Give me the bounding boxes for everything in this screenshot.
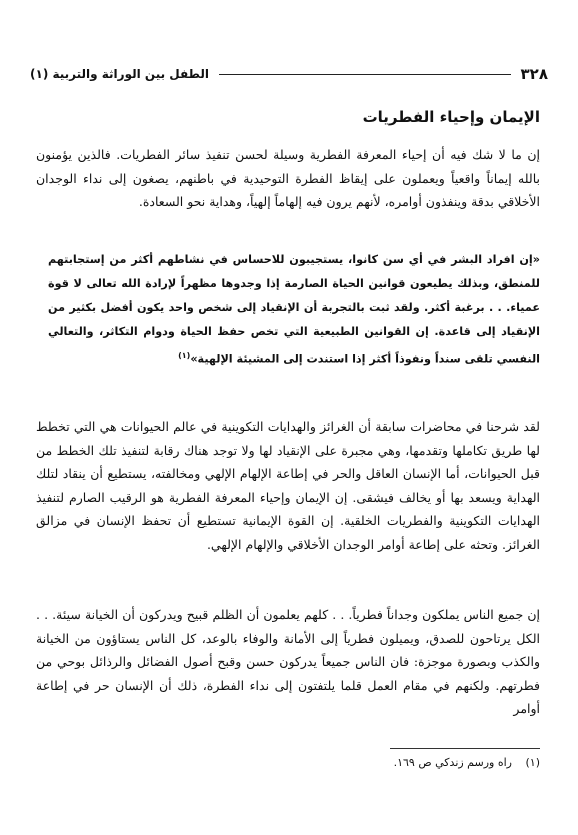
quote-text: «إن افراد البشر في أي سن كانوا، يستجيبون للاحساس في نشاطهم أكثر من إستجابتهم للمنطق، وبذلك يطيعون قوانين الحياة الصارمة إذا وجدوها مظهراً لإرادة الله تعالى لا قوة عمياء. . . برغبة أكثر. ولقد ثبت بالتجربة أن الإنقياد إلى شخص واحد يكون أفضل بكثير من الإنقياد إلى قاعدة. إن القوانين الطبيعية التي تخص حفظ الحياة ودوام التكاثر، والتعالي النفسي تلقى سنداً ونفوذاً أكثر إذا استندت إلى المشيئة الإلهية» [48,253,540,366]
footnote [394,756,540,769]
footnote-number: (١) [525,756,540,769]
footnote-rule [390,748,540,749]
paragraph-conscience: إن جميع الناس يملكون وجداناً فطرياً. . . كلهم يعلمون أن الظلم قبيح ويدركون أن الخيانة سيئة. . . الكل يرتاحون للصدق، ويميلون فطرياً إلى الأمانة والوفاء بالوعد، كل الناس يستاؤون من الخيانة والكذب وبصورة موجزة: فان الناس جميعاً يدركون حسن وقبح أصول الفضائل والرذائل بوحي من فطرتهم. ولكنهم في مقام العمل قلما يلتفتون إلى نداء الفطرة، ذلك أن الإنسان حر في إطاعة أوامر [36,607,540,716]
header-rule [219,74,511,75]
paragraph-instincts: لقد شرحنا في محاضرات سابقة أن الغرائز والهدايات التكوينية في عالم الحيوانات هي التي تخطط لها طريق تكاملها وتقدمها، وهي مجبرة على الإنقياد لها ولا توجد هناك رقابة لتنفيذ تلك الخطط من قبل الحيوانات، أما الإنسان العاقل والحر في إطاعة الإلهام الإلهي ومخالفته، يستطيع أن ينقاد لتلك الهداية ويسعد بها أو يخالف فيشقى. إن الإيمان وإحياء المعرفة الفطرية هو الرقيب الصارم لتنفيذ الهدايات التكوينية والفطريات الخلقية. إن القوة الإيمانية تستطيع أن تحفظ الإنسان في مزالق الغرائز. وتحثه على إطاعة أوامر الوجدان الأخلاقي والإلهام الإلهي. [36,419,540,552]
quoted-passage [48,248,540,372]
running-title: الطفل بين الوراثة والتربية (١) [30,67,209,81]
paragraph-intro: إن ما لا شك فيه أن إحياء المعرفة الفطرية وسيلة لحسن تنفيذ سائر الفطريات. فالذين يؤمنون بالله إيماناً واقعياً ويعملون على إيقاظ الفطرة التوحيدية في باطنهم، يصغون إلى نداء الوجدان الأخلاقي بدقة وينفذون أوامره، لأنهم يرون فيه إلهاماً إلهياً، وهداية نحو السعادة. [36,147,540,209]
page-number: ٣٢٨ [520,65,548,83]
footnote-reference: (١) [178,351,191,360]
section-title: الإيمان وإحياء الفطريات [362,108,540,126]
page-header [30,62,548,86]
footnote-text: راه ورسم زندكي ص ١٦٩. [393,756,512,769]
